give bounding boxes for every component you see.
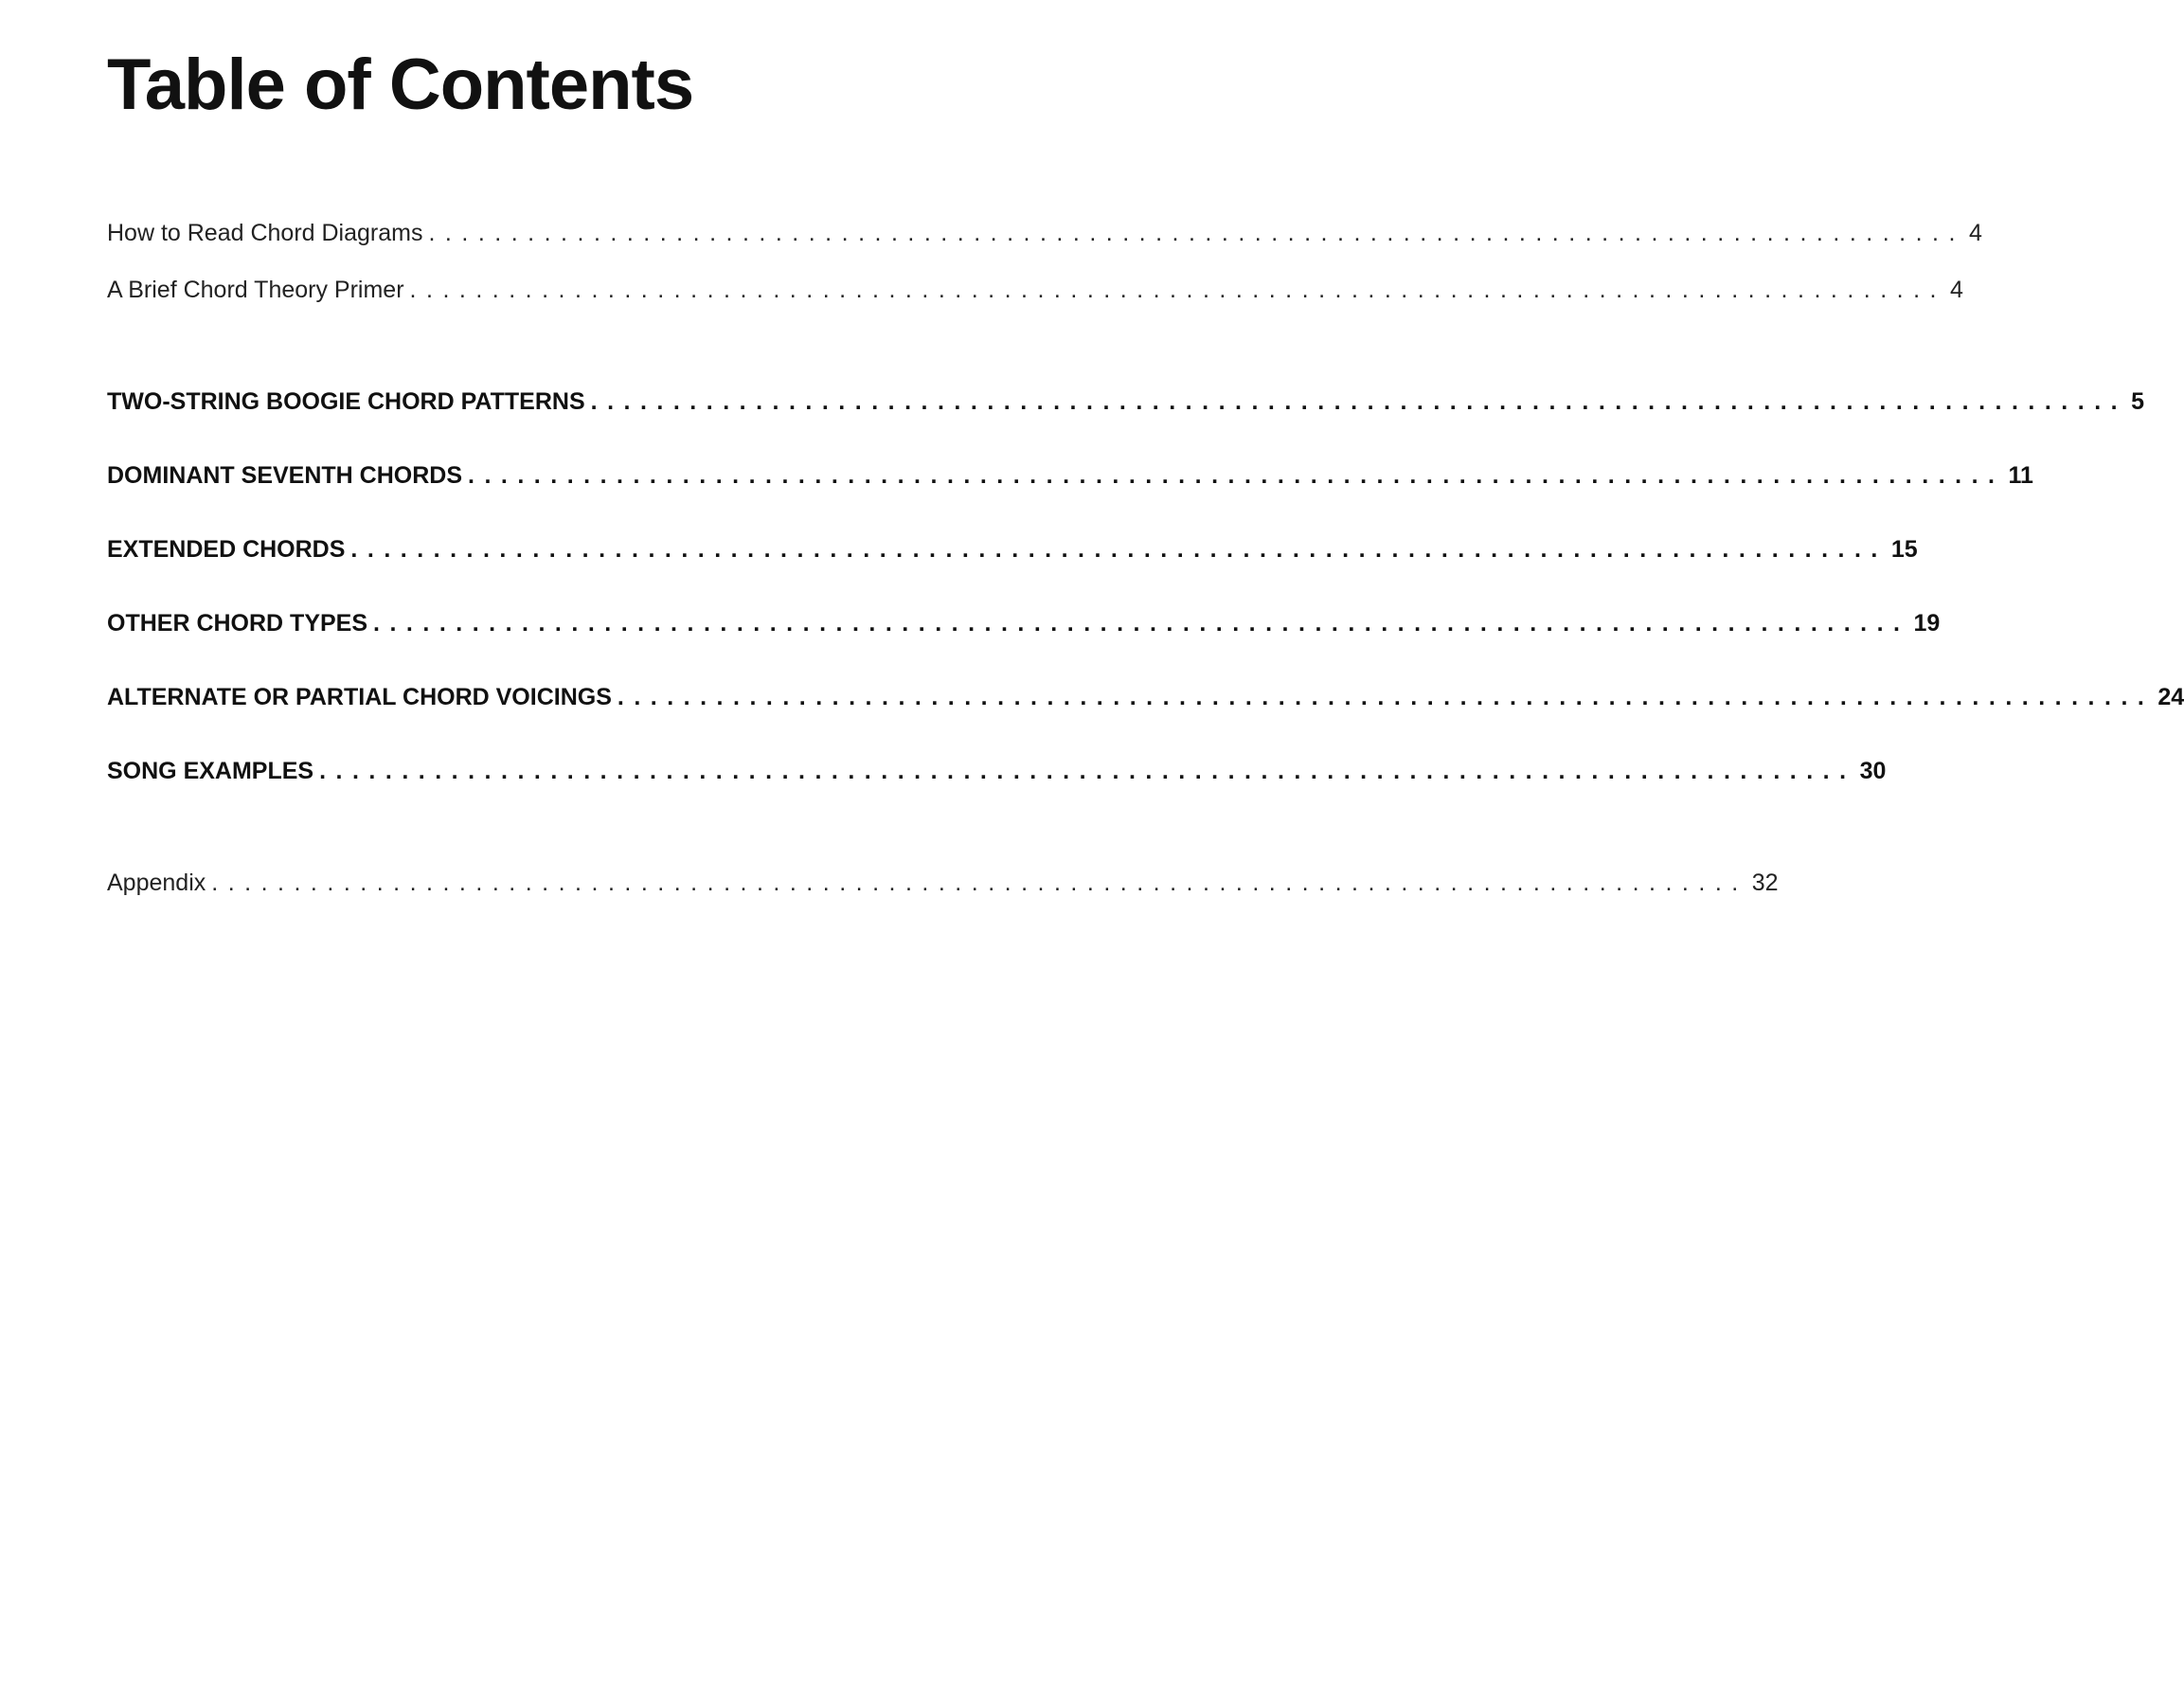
toc-entry-extended-chords[interactable] — [107, 536, 1918, 564]
toc-entry-label: TWO-STRING BOOGIE CHORD PATTERNS — [107, 388, 585, 415]
toc-page-number: 19 — [1913, 610, 1941, 637]
dot-leader: ............................................................................................. — [373, 610, 1910, 637]
toc-entry-song-examples[interactable] — [107, 758, 1887, 785]
toc-entry-appendix[interactable] — [107, 870, 1779, 897]
toc-entry-label: ALTERNATE OR PARTIAL CHORD VOICINGS — [107, 684, 612, 710]
dot-leader: ............................................................................................. — [617, 684, 2155, 710]
toc-entry-label: SONG EXAMPLES — [107, 758, 314, 784]
toc-page-number: 4 — [1950, 277, 1963, 303]
toc-page-number: 30 — [1859, 758, 1887, 784]
dot-leader: ............................................................................................. — [590, 388, 2128, 415]
toc-entry-label: OTHER CHORD TYPES — [107, 610, 368, 637]
dot-leader: ............................................................................................. — [350, 536, 1888, 563]
toc-entry-label: DOMINANT SEVENTH CHORDS — [107, 462, 463, 489]
dot-leader: ............................................................................................. — [319, 758, 1856, 784]
toc-entry-dominant-seventh-chords[interactable] — [107, 462, 2033, 490]
toc-entry-label: EXTENDED CHORDS — [107, 536, 346, 563]
toc-page-number: 32 — [1751, 870, 1779, 896]
toc-entry-chord-theory-primer[interactable] — [107, 277, 1963, 304]
toc-entry-label: A Brief Chord Theory Primer — [107, 277, 404, 303]
toc-entry-how-to-read-chord-diagrams[interactable] — [107, 220, 1982, 247]
toc-entry-label: Appendix — [107, 870, 206, 896]
dot-leader: ............................................................................................. — [409, 277, 1947, 303]
toc-page-number: 24 — [2157, 684, 2184, 710]
toc-page-number: 11 — [2008, 462, 2033, 489]
page-title: Table of Contents — [107, 45, 694, 125]
toc-page-number: 15 — [1890, 536, 1918, 563]
toc-entry-alternate-or-partial-chord-voicings[interactable] — [107, 684, 2184, 711]
dot-leader: ............................................................................................. — [428, 220, 1965, 246]
toc-page-number: 4 — [1968, 220, 1982, 246]
toc-entry-label: How to Read Chord Diagrams — [107, 220, 423, 246]
toc-entry-other-chord-types[interactable] — [107, 610, 1941, 637]
dot-leader: ............................................................................................. — [211, 870, 1748, 896]
toc-page-number: 5 — [2131, 388, 2144, 415]
toc-entry-two-string-boogie-chord-patterns[interactable] — [107, 388, 2144, 416]
dot-leader: ............................................................................................. — [468, 462, 2005, 489]
